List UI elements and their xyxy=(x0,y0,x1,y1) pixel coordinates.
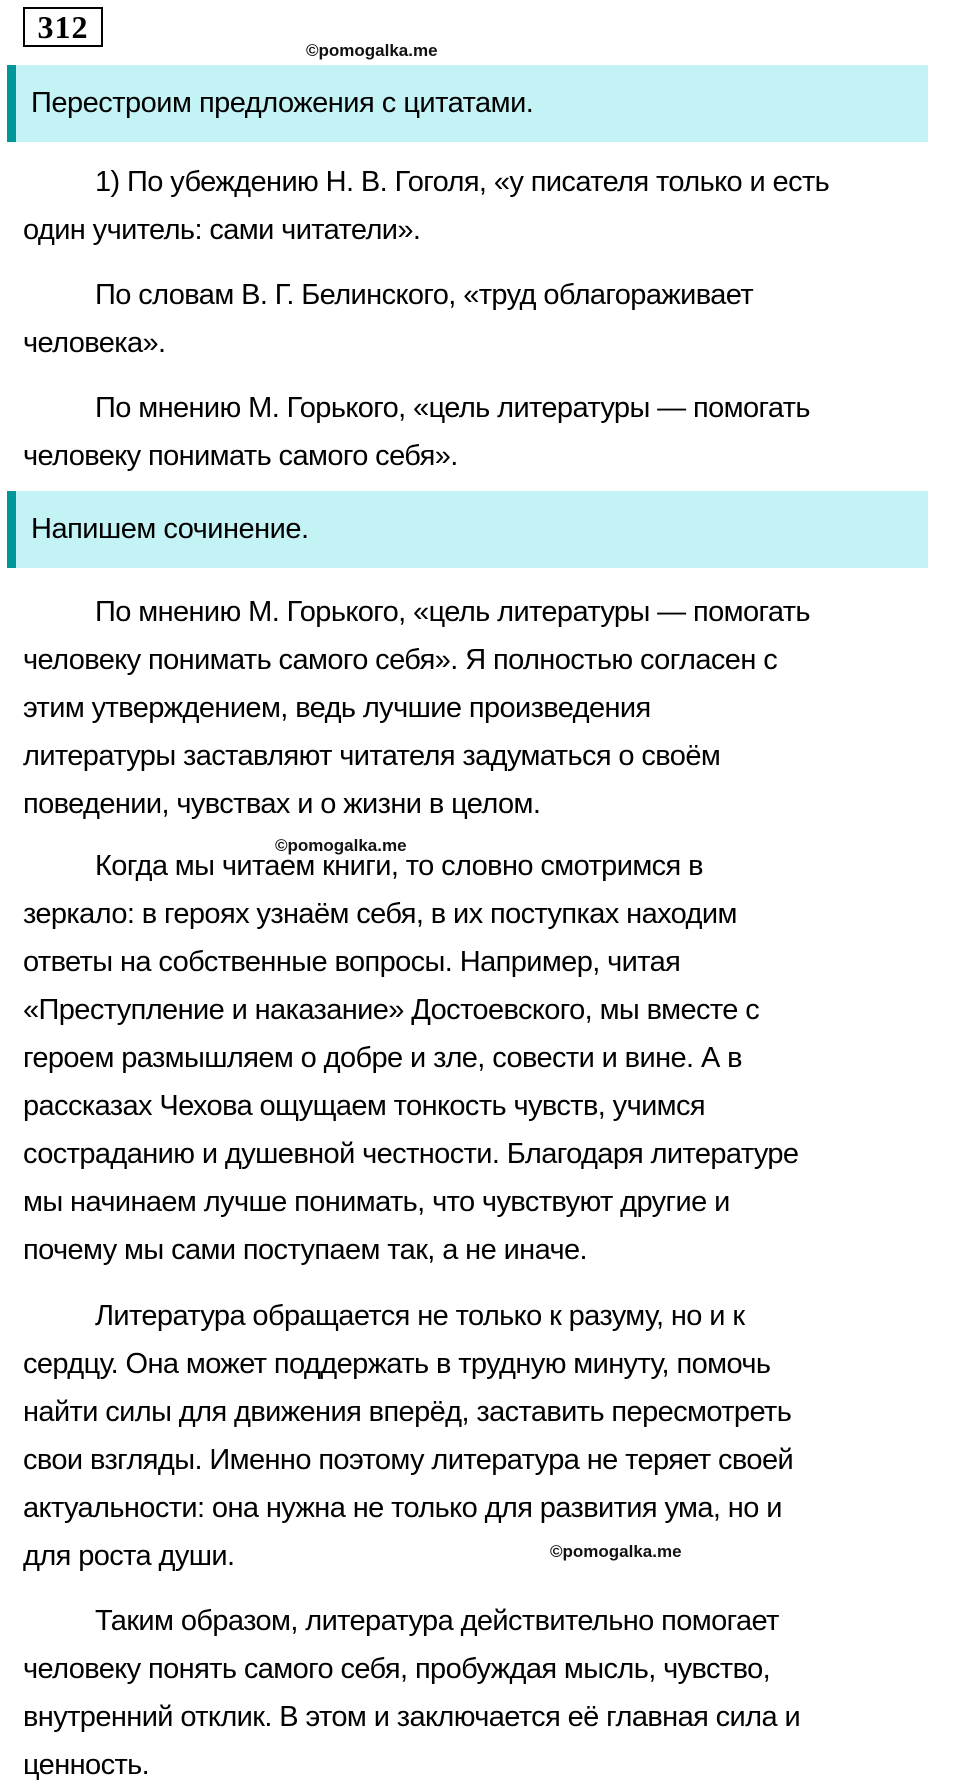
text-line: свои взгляды. Именно поэтому литература не теряет своей xyxy=(23,1444,794,1476)
text-line: Литература обращается не только к разуму, но и к xyxy=(95,1300,745,1332)
paragraph xyxy=(23,384,958,480)
watermark: ©pomogalka.me xyxy=(275,836,407,855)
text-line: этим утверждением, ведь лучшие произведения xyxy=(23,692,651,724)
text-line: ценность. xyxy=(23,1749,150,1781)
text-line: человеку понимать самого себя». xyxy=(23,440,458,472)
paragraph xyxy=(23,588,958,828)
section-heading-text: Перестроим предложения с цитатами. xyxy=(31,87,534,119)
text-line: зеркало: в героях узнаём себя, в их поступках находим xyxy=(23,898,737,930)
exercise-number: 312 xyxy=(23,7,103,47)
text-line: найти силы для движения вперёд, заставить пересмотреть xyxy=(23,1396,792,1428)
watermark: ©pomogalka.me xyxy=(550,1542,682,1561)
text-line: По мнению М. Горького, «цель литературы — помогать xyxy=(95,392,810,424)
text-line: литературы заставляют читателя задуматься о своём xyxy=(23,740,721,772)
text-line: актуальности: она нужна не только для развития ума, но и xyxy=(23,1492,782,1524)
text-line: героем размышляем о добре и зле, совести и вине. А в xyxy=(23,1042,742,1074)
paragraph xyxy=(23,1597,958,1789)
text-line: внутренний отклик. В этом и заключается её главная сила и xyxy=(23,1701,801,1733)
text-line: По мнению М. Горького, «цель литературы — помогать xyxy=(95,596,810,628)
text-line: Таким образом, литература действительно помогает xyxy=(95,1605,779,1637)
section-heading xyxy=(7,65,928,142)
text-line: один учитель: сами читатели». xyxy=(23,214,421,246)
paragraph xyxy=(23,271,958,367)
text-line: ответы на собственные вопросы. Например, читая xyxy=(23,946,681,978)
paragraph xyxy=(23,842,958,1274)
text-line: рассказах Чехова ощущаем тонкость чувств, учимся xyxy=(23,1090,706,1122)
watermark: ©pomogalka.me xyxy=(306,41,438,60)
text-line: состраданию и душевной честности. Благодаря литературе xyxy=(23,1138,799,1170)
text-line: человеку понять самого себя, пробуждая мысль, чувство, xyxy=(23,1653,771,1685)
text-line: сердцу. Она может поддержать в трудную минуту, помочь xyxy=(23,1348,771,1380)
paragraph xyxy=(23,158,958,254)
paragraph xyxy=(23,1292,958,1580)
text-line: человека». xyxy=(23,327,166,359)
section-heading xyxy=(7,491,928,568)
text-line: для роста души. xyxy=(23,1540,235,1572)
text-line: поведении, чувствах и о жизни в целом. xyxy=(23,788,541,820)
text-line: почему мы сами поступаем так, а не иначе. xyxy=(23,1234,587,1266)
text-line: мы начинаем лучше понимать, что чувствуют другие и xyxy=(23,1186,730,1218)
text-line: 1) По убеждению Н. В. Гоголя, «у писателя только и есть xyxy=(95,166,830,198)
text-line: человеку понимать самого себя». Я полностью согласен с xyxy=(23,644,778,676)
text-line: «Преступление и наказание» Достоевского, мы вместе с xyxy=(23,994,760,1026)
text-line: По словам В. Г. Белинского, «труд облагораживает xyxy=(95,279,753,311)
section-heading-text: Напишем сочинение. xyxy=(31,513,309,545)
text-line: Когда мы читаем книги, то словно смотримся в xyxy=(95,850,703,882)
